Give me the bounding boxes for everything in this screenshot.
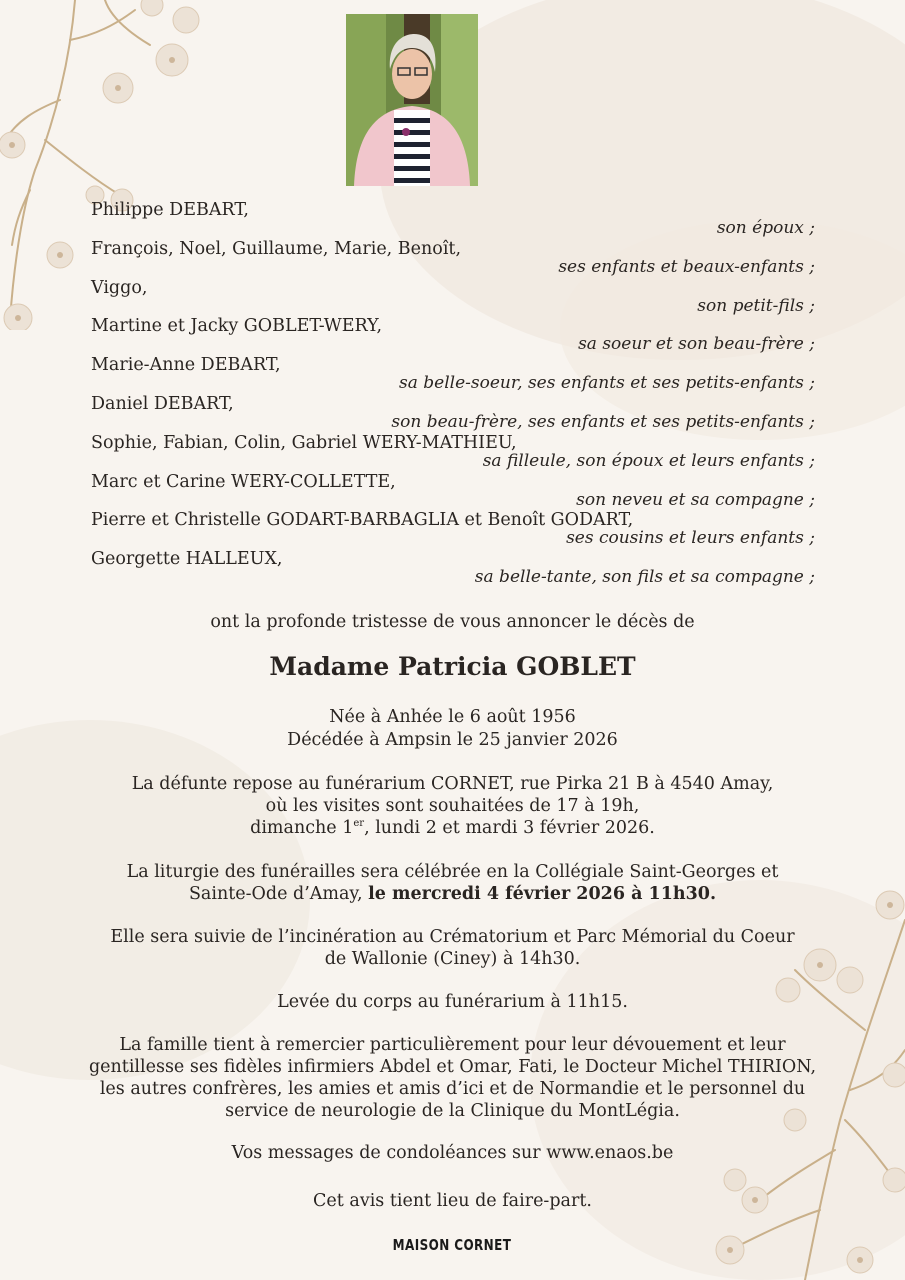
condolences-line: Vos messages de condoléances sur www.enaos.be — [231, 1143, 674, 1163]
deceased-name: Madame Patricia GOBLET — [269, 652, 636, 681]
family-list — [91, 200, 815, 588]
family-relation: sa belle-tante, son fils et sa compagne ; — [474, 567, 815, 588]
thanks-line-1: La famille tient à remercier particulièrement pour leur dévouement et leur — [119, 1035, 786, 1055]
thanks-line-4: service de neurologie de la Clinique du MontLégia. — [225, 1101, 680, 1121]
family-relation: son époux ; — [716, 218, 815, 238]
family-relation: son neveu et sa compagne ; — [576, 489, 815, 510]
family-member-name: François, Noel, Guillaume, Marie, Benoît, — [91, 238, 462, 259]
family-member-name: Daniel DEBART, — [91, 393, 234, 414]
liturgy-place-text: Sainte-Ode d’Amay, — [188, 884, 363, 904]
family-relation: ses cousins et leurs enfants ; — [566, 528, 815, 549]
family-relation: ses enfants et beaux-enfants ; — [558, 256, 815, 277]
thanks-line-2: gentillesse ses fidèles infirmiers Abdel et Omar, Fati, le Docteur Michel THIRION, — [88, 1057, 817, 1077]
ordinal-superscript: er — [353, 818, 365, 830]
levee-line: Levée du corps au funérarium à 11h15. — [277, 992, 628, 1012]
family-row — [91, 549, 815, 588]
incineration-line-2: de Wallonie (Ciney) à 14h30. — [324, 949, 581, 969]
liturgy-line-2 — [60, 883, 845, 905]
family-row — [91, 510, 815, 549]
family-row — [91, 472, 815, 511]
liturgy-line-1: La liturgie des funérailles sera célébrée en la Collégiale Saint-Georges et — [126, 862, 779, 882]
family-relation: son petit-fils ; — [697, 295, 815, 316]
family-member-name: Martine et Jacky GOBLET-WERY, — [91, 316, 383, 337]
repose-line-1: La défunte repose au funérarium CORNET, rue Pirka 21 B à 4540 Amay, — [131, 774, 774, 794]
family-relation: son beau-frère, ses enfants et ses petits-enfants ; — [391, 411, 815, 432]
family-member-name: Philippe DEBART, — [91, 200, 249, 220]
deceased-portrait-photo — [346, 14, 478, 186]
family-member-name: Marie-Anne DEBART, — [91, 355, 281, 376]
family-relation: sa filleule, son époux et leurs enfants ; — [482, 450, 815, 471]
family-row — [91, 433, 815, 472]
family-row — [91, 278, 815, 317]
family-row — [91, 394, 815, 433]
repose-paragraph — [60, 773, 845, 839]
family-member-name: Viggo, — [91, 277, 148, 298]
repose-line-3 — [60, 817, 845, 839]
family-member-name: Georgette HALLEUX, — [91, 549, 283, 570]
family-member-name: Marc et Carine WERY-COLLETTE, — [91, 471, 396, 492]
family-row — [91, 200, 815, 239]
repose-days-rest: , lundi 2 et mardi 3 février 2026. — [364, 818, 655, 838]
repose-day-text: dimanche 1 — [250, 818, 354, 838]
announcement-intro: ont la profonde tristesse de vous annoncer le décès de — [210, 612, 695, 632]
family-row — [91, 239, 815, 278]
death-line: Décédée à Ampsin le 25 janvier 2026 — [287, 730, 618, 750]
family-member-name: Pierre et Christelle GODART-BARBAGLIA et Benoît GODART, — [91, 510, 634, 531]
liturgy-paragraph — [60, 861, 845, 905]
liturgy-date-bold: le mercredi 4 février 2026 à 11h30. — [368, 884, 717, 904]
family-relation: sa belle-soeur, ses enfants et ses petits-enfants ; — [399, 373, 815, 394]
thanks-line-3: les autres confrères, les amies et amis d’ici et de Normandie et le personnel du — [99, 1079, 806, 1099]
family-row — [91, 355, 815, 394]
faire-part-line: Cet avis tient lieu de faire-part. — [313, 1191, 592, 1211]
brand-logo: MAISON CORNET — [392, 1236, 512, 1254]
incineration-paragraph — [60, 926, 845, 970]
birth-death-dates — [60, 706, 845, 752]
incineration-line-1: Elle sera suivie de l’incinération au Crématorium et Parc Mémorial du Coeur — [110, 927, 795, 947]
family-row — [91, 316, 815, 355]
repose-line-2: où les visites sont souhaitées de 17 à 19h, — [265, 796, 640, 816]
family-member-name: Sophie, Fabian, Colin, Gabriel WERY-MATHIEU, — [91, 432, 517, 453]
birth-line: Née à Anhée le 6 août 1956 — [329, 707, 576, 727]
family-relation: sa soeur et son beau-frère ; — [578, 334, 815, 355]
thanks-paragraph — [60, 1034, 845, 1122]
